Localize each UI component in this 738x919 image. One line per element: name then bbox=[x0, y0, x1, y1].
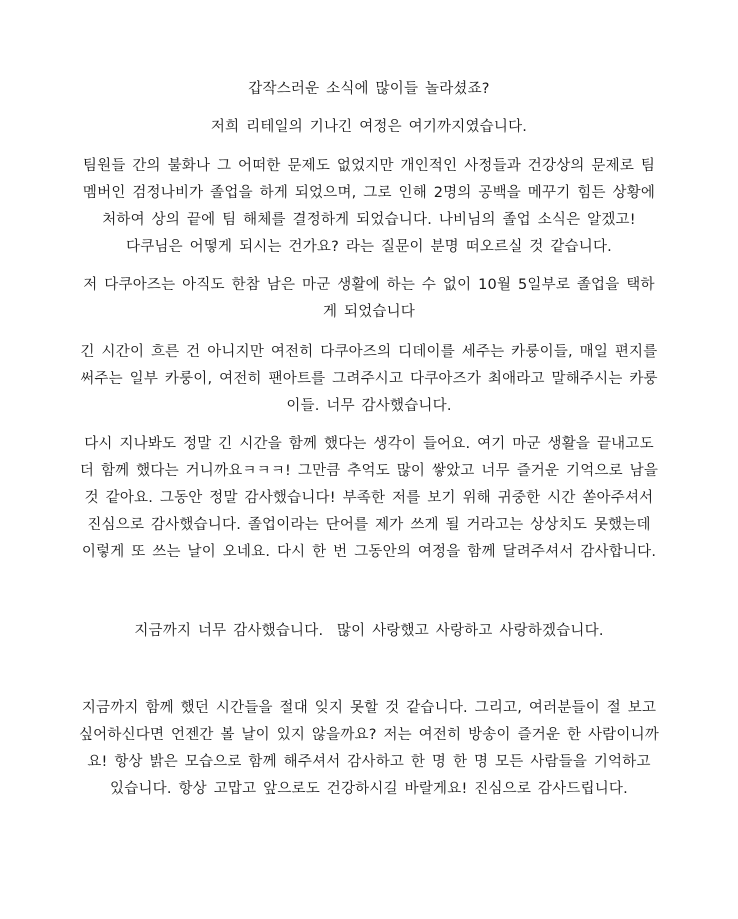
paragraph-greeting bbox=[40, 76, 698, 103]
text-line: 다시 지나봐도 정말 긴 시간을 함께 했다는 생각이 들어요. 여기 마군 생활을 끝내고도 bbox=[84, 436, 654, 452]
paragraph-fan-thanks bbox=[40, 339, 698, 420]
text-line: 것 같아요. 그동안 정말 감사했습니다! 부족한 저를 보기 위해 귀중한 시간 쏟아주셔서 bbox=[84, 490, 654, 506]
paragraph-memories bbox=[40, 431, 698, 566]
paragraph-graduation-date bbox=[40, 272, 698, 326]
paragraph-love bbox=[40, 618, 698, 645]
text-line: 이들. 너무 감사했습니다. bbox=[286, 398, 452, 414]
text-line: 써주는 일부 카룽이, 여전히 팬아트를 그려주시고 다쿠아즈가 최애라고 말해주시는 카룽 bbox=[80, 371, 658, 387]
text-line: 요! 항상 밝은 모습으로 함께 해주셔서 감사하고 한 명 한 명 모든 사람들을 기억하고 bbox=[87, 754, 651, 770]
text-line: 저희 리테일의 기나긴 여정은 여기까지였습니다. bbox=[210, 119, 528, 135]
paragraph-journey-end bbox=[40, 114, 698, 141]
text-line: 팀원들 간의 불화나 그 어떠한 문제도 없었지만 개인적인 사정들과 건강상의 문제로 팀 bbox=[82, 158, 656, 174]
text-line: 저 다쿠아즈는 아직도 한참 남은 마군 생활에 하는 수 없이 10월 5일부로 졸업을 택하 bbox=[83, 277, 655, 293]
text-line: 갑작스러운 소식에 많이들 놀라셨죠? bbox=[248, 81, 490, 97]
text-line: 지금까지 함께 했던 시간들을 절대 잊지 못할 것 같습니다. 그리고, 여러분들이 절 보고 bbox=[81, 700, 657, 716]
text-line: 이렇게 또 쓰는 날이 오네요. 다시 한 번 그동안의 여정을 함께 달려주셔서 감사합니다. bbox=[81, 544, 657, 560]
text-line: 처하여 상의 끝에 팀 해체를 결정하게 되었습니다. 나비님의 졸업 소식은 알겠고! bbox=[102, 212, 636, 228]
text-line: 진심으로 감사했습니다. 졸업이라는 단어를 제가 쓰게 될 거라고는 상상치도 못했는데 bbox=[87, 517, 651, 533]
text-line: 더 함께 했다는 거니까요ㅋㅋㅋ! 그만큼 추억도 많이 쌓았고 너무 즐거운 기억으로 남을 bbox=[79, 463, 659, 479]
text-line: 게 되었습니다 bbox=[322, 304, 416, 320]
text-line: 멤버인 검정나비가 졸업을 하게 되었으며, 그로 인해 2명의 공백을 메꾸기 힘든 상황에 bbox=[82, 185, 656, 201]
text-line: 긴 시간이 흐른 건 아니지만 여전히 다쿠아즈의 디데이를 세주는 카룽이들, 매일 편지를 bbox=[80, 344, 658, 360]
paragraph-farewell bbox=[40, 695, 698, 803]
text-line: 있습니다. 항상 고맙고 앞으로도 건강하시길 바랄게요! 진심으로 감사드립니다. bbox=[110, 781, 628, 797]
paragraph-disband-reason bbox=[40, 153, 698, 261]
text-line: 싶어하신다면 언젠간 볼 날이 있지 않을까요? 저는 여전히 방송이 즐거운 한 사람이니까 bbox=[78, 727, 660, 743]
text-line: 다쿠님은 어떻게 되시는 건가요? 라는 질문이 분명 떠오르실 것 같습니다. bbox=[126, 239, 612, 255]
text-line: 지금까지 너무 감사했습니다. 많이 사랑했고 사랑하고 사랑하겠습니다. bbox=[134, 623, 604, 639]
